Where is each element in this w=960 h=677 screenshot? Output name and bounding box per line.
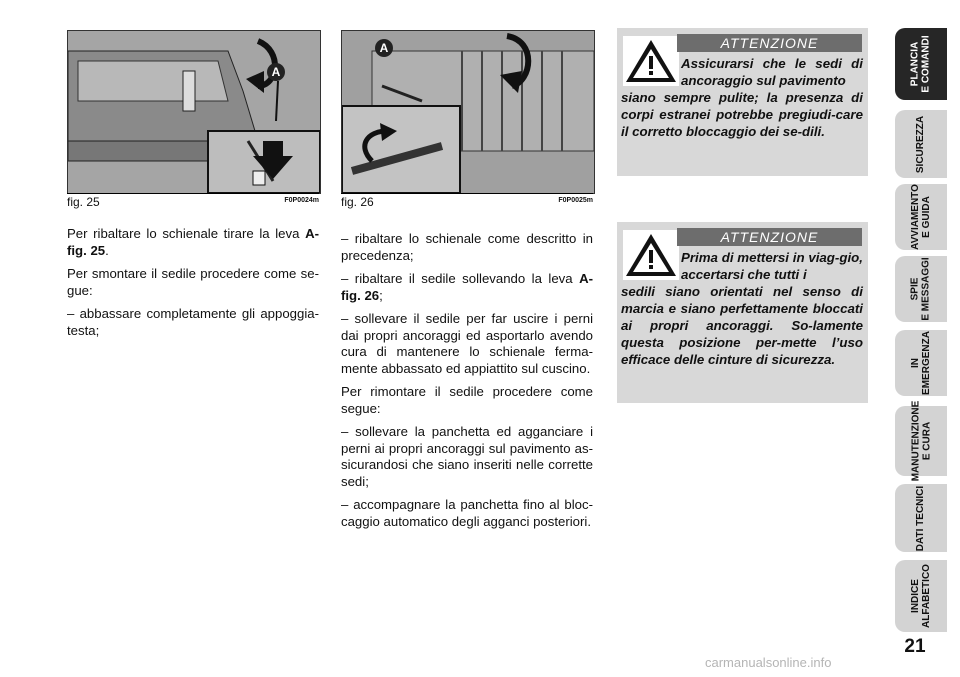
- warning-text: Prima di mettersi in viag-gio, accertarsi che tutti i sedili siano orientati nel senso di marcia e siano perfettamente bloccati ai propri ancoraggi. So-lamente questa posizione per-mette l’uso efficace delle cinture di sicurezza.: [621, 250, 863, 367]
- lever-ref: A-: [305, 226, 319, 241]
- tab-avviamento[interactable]: AVVIAMENTO E GUIDA: [895, 184, 947, 250]
- tab-manutenzione[interactable]: MANUTENZIONE E CURA: [895, 406, 947, 476]
- paragraph: – ribaltare lo schienale come descritto in precedenza;: [341, 231, 593, 263]
- paragraph: Per ribaltare lo schienale tirare la leva A-fig. 25.: [67, 226, 319, 258]
- column-1: [67, 226, 319, 346]
- warning-title: ATTENZIONE: [677, 228, 862, 246]
- figure-26-image: [341, 30, 595, 194]
- figure-ref: fig. 25: [67, 242, 106, 258]
- figure-25-caption: [67, 193, 319, 210]
- paragraph: – abbassare completamente gli appoggia-testa;: [67, 306, 319, 338]
- callout-a-fig26: A: [375, 39, 393, 57]
- paragraph: – accompagnare la panchetta fino al bloc-caggio automatico degli agganci posteriori.: [341, 497, 593, 529]
- column-2: [341, 231, 593, 537]
- figure-label: fig. 26: [341, 195, 374, 209]
- figure-label: fig. 25: [67, 195, 100, 209]
- figure-ref: fig. 26: [341, 287, 380, 303]
- tab-indice[interactable]: INDICE ALFABETICO: [895, 560, 947, 632]
- paragraph: Per smontare il sedile procedere come se-gue:: [67, 266, 319, 298]
- figure-code: F0P0024m: [284, 197, 319, 204]
- figure-25-image: [67, 30, 321, 194]
- tab-sicurezza[interactable]: SICUREZZA: [895, 110, 947, 178]
- paragraph: – ribaltare il sedile sollevando la leva A-fig. 26;: [341, 271, 593, 303]
- callout-a-fig25: A: [267, 63, 285, 81]
- paragraph: – sollevare il sedile per far uscire i perni dai propri ancoraggi ed asportarlo avendo cura di mantenere lo schienale ferma-mente abbassato ed appiattito sul cuscino.: [341, 311, 593, 376]
- warning-box-2: [617, 222, 868, 403]
- figure-code: F0P0025m: [558, 197, 593, 204]
- lever-ref: A-: [579, 271, 593, 286]
- warning-title: ATTENZIONE: [677, 34, 862, 52]
- tab-spie[interactable]: SPIE E MESSAGGI: [895, 256, 947, 322]
- tab-emergenza[interactable]: IN EMERGENZA: [895, 330, 947, 396]
- tab-dati-tecnici[interactable]: DATI TECNICI: [895, 484, 947, 552]
- paragraph: Per rimontare il sedile procedere come segue:: [341, 384, 593, 416]
- seat-lever-illustration: [68, 31, 320, 193]
- figure-26-caption: [341, 193, 593, 210]
- warning-text: Assicurarsi che le sedi di ancoraggio sul pavimento siano sempre pulite; la presenza di corpi estranei potrebbe pregiudi-care il corretto bloccaggio dei se-dili.: [621, 56, 863, 139]
- watermark-text: carmanualsonline.info: [705, 655, 832, 670]
- warning-box-1: [617, 28, 868, 176]
- paragraph: – sollevare la panchetta ed agganciare i perni ai propri ancoraggi sul pavimento as-sicurandosi che siano inseriti nelle corrette sedi;: [341, 424, 593, 489]
- page-number: 21: [904, 636, 926, 657]
- tab-plancia[interactable]: PLANCIA E COMANDI: [895, 28, 947, 100]
